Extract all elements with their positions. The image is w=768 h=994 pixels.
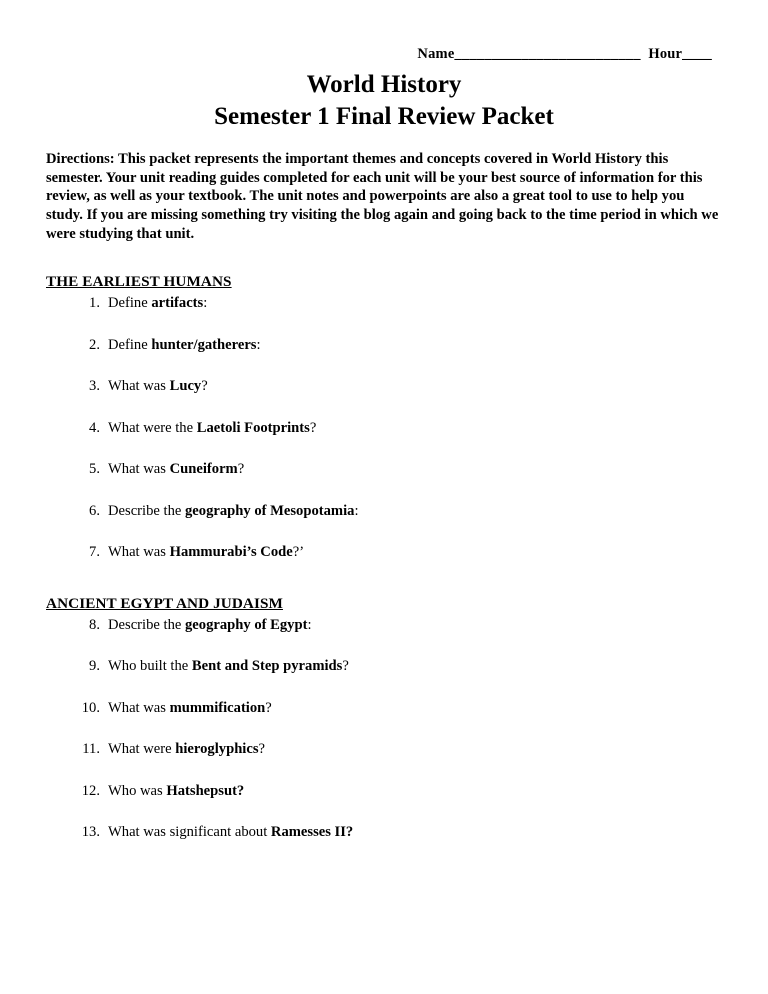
directions-label: Directions: [46,151,115,167]
question-text-post: : [307,616,312,633]
question-text-post: ? [237,461,245,478]
question-number: 4. [89,419,100,436]
question-item [46,378,722,396]
question-text [108,617,722,635]
section-heading: THE EARLIEST HUMANS [46,273,232,291]
question-number: 5. [89,461,100,478]
question-text-key-term: Cuneiform [169,461,238,478]
question-text-post: ?’ [292,544,305,561]
question-item [46,295,722,313]
question-text [108,337,722,355]
question-text-pre: What was significant about [108,824,271,841]
question-text-pre: What were [108,741,176,758]
question-text-key-term: hieroglyphics [175,741,259,758]
question-text-post: : [256,336,261,353]
section-heading: ANCIENT EGYPT AND JUDAISM [46,594,283,612]
question-number: 9. [89,658,100,675]
question-text [108,503,722,521]
question-text-pre: Who was [108,782,167,799]
question-text-post: ? [201,378,208,395]
question-text-key-term: hunter/gatherers [151,336,257,353]
question-item [46,658,722,676]
question-text-key-term: Ramesses II? [270,824,354,841]
question-number: 12. [81,782,100,799]
question-text-post: ? [265,699,272,716]
question-text [108,378,722,396]
question-text-key-term: artifacts [151,295,204,312]
question-number: 13. [81,824,100,841]
title-line-1: World History [306,71,462,98]
question-item [46,617,722,635]
question-item [46,544,722,562]
question-text [108,658,722,676]
question-text-key-term: Bent and Step pyramids [191,658,343,675]
question-text [108,295,722,313]
directions-body: This packet represents the important themes and concepts covered in World History this semester. Your unit reading guides completed for each unit will be your best source of information for this review, as well as your textbook. The unit notes and powerpoints are also a great tool to use to help you study. If you are missing something try visiting the blog again and going back to the time period in which we were studying that unit. [46,151,719,242]
question-text [108,461,722,479]
question-text [108,420,722,438]
question-text-key-term: Laetoli Footprints [196,419,310,436]
section-earliest-humans [46,273,722,562]
title-line-2: Semester 1 Final Review Packet [214,103,554,130]
question-text-pre: Who built the [108,658,192,675]
question-number: 8. [89,616,100,633]
question-text-pre: What was [108,699,170,716]
question-text-pre: Describe the [108,502,185,519]
question-item [46,741,722,759]
question-number: 7. [89,544,100,561]
question-text-pre: What was [108,544,170,561]
question-text-key-term: mummification [169,699,266,716]
question-text-pre: Define [108,336,152,353]
question-number: 6. [89,502,100,519]
question-text-pre: What were the [108,419,197,436]
question-text-pre: Define [108,295,152,312]
question-list-1 [46,295,722,562]
page-title [46,69,722,133]
question-number: 10. [81,699,100,716]
question-item [46,824,722,842]
question-item [46,337,722,355]
question-item [46,503,722,521]
question-text-post: : [354,502,359,519]
question-item [46,461,722,479]
question-text [108,824,722,842]
question-number: 11. [82,741,100,758]
question-list-2 [46,617,722,842]
question-text-post: : [203,295,208,312]
question-text-key-term: Hammurabi’s Code [169,544,293,561]
question-item [46,700,722,718]
question-text [108,783,722,801]
question-text [108,741,722,759]
question-text-pre: Describe the [108,616,185,633]
question-item [46,783,722,801]
question-text [108,544,722,562]
name-hour-line: Name_________________________ Hour____ [417,46,712,62]
section-ancient-egypt-and-judaism [46,595,722,842]
question-item [46,420,722,438]
question-text-pre: What was [108,378,170,395]
question-number: 1. [89,295,100,312]
question-number: 2. [89,336,100,353]
question-text-pre: What was [108,461,170,478]
question-text-post: ? [342,658,349,675]
question-text-key-term: Lucy [169,378,202,395]
question-text [108,700,722,718]
question-text-key-term: geography of Mesopotamia [185,502,355,519]
question-text-key-term: geography of Egypt [185,616,308,633]
question-text-post: ? [309,419,317,436]
directions-paragraph [46,150,722,243]
question-number: 3. [89,378,100,395]
question-text-key-term: Hatshepsut? [166,782,245,799]
question-text-post: ? [258,741,266,758]
